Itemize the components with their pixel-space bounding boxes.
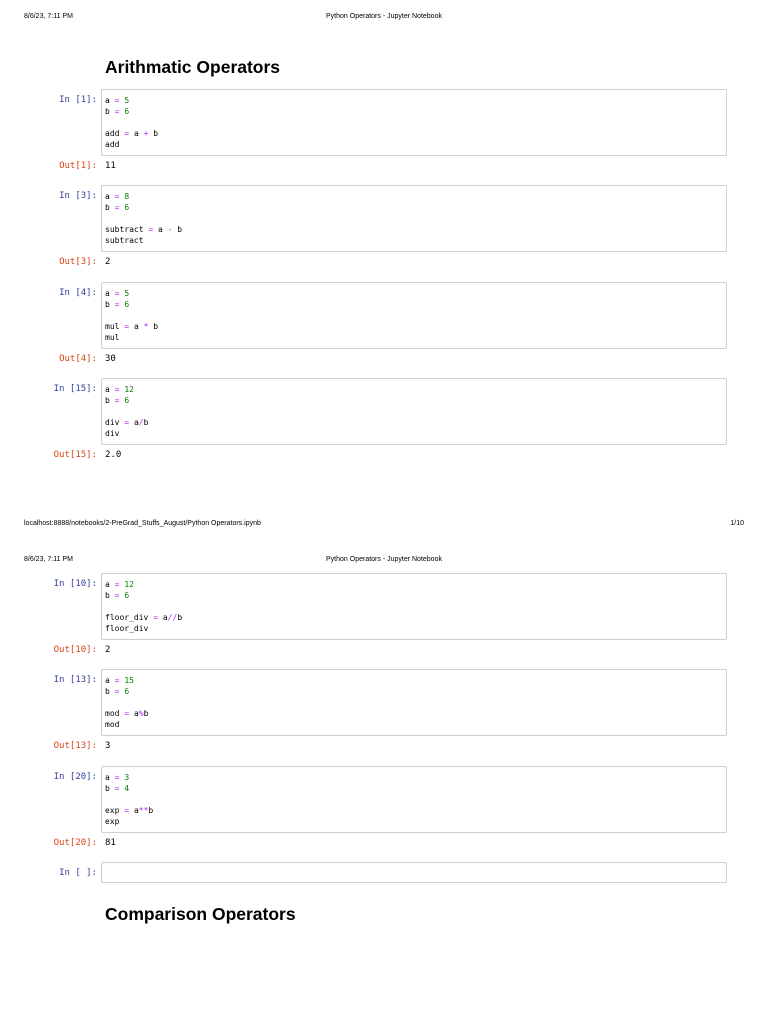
cell-output: 81 — [105, 838, 116, 848]
operator: * — [143, 322, 149, 331]
result-var: subtract — [105, 225, 144, 234]
cell-output: 2 — [105, 645, 111, 655]
a-value: 15 — [124, 676, 134, 685]
var-b: b — [105, 687, 110, 696]
operand-left: a — [158, 225, 168, 234]
result-var-echo: add — [105, 140, 120, 149]
code-line-expression — [105, 612, 723, 623]
code-line-a — [105, 772, 723, 783]
code-line-result — [105, 428, 723, 439]
code-line-blank — [105, 697, 723, 708]
code-input-area[interactable] — [101, 766, 727, 833]
input-prompt: In [1]: — [59, 95, 97, 105]
assign-op: = — [114, 676, 120, 685]
var-b: b — [105, 396, 110, 405]
output-prompt: Out[3]: — [59, 257, 97, 267]
input-prompt: In [15]: — [53, 384, 97, 394]
result-var: exp — [105, 806, 120, 815]
output-prompt: Out[15]: — [53, 450, 97, 460]
var-a: a — [105, 96, 110, 105]
var-a: a — [105, 676, 110, 685]
result-var-echo: mul — [105, 333, 120, 342]
a-value: 12 — [124, 580, 134, 589]
cell-output: 30 — [105, 354, 116, 364]
assign-op: = — [114, 107, 120, 116]
code-line-expression — [105, 805, 723, 816]
assign-op: = — [124, 806, 130, 815]
operand-left: a — [162, 613, 168, 622]
operand-right: b — [143, 709, 149, 718]
code-line-result — [105, 332, 723, 343]
result-var-echo: exp — [105, 817, 120, 826]
b-value: 6 — [124, 687, 130, 696]
cell-output: 2.0 — [105, 450, 122, 460]
operator: ** — [138, 806, 149, 815]
result-var-echo: mod — [105, 720, 120, 729]
output-prompt: Out[20]: — [53, 838, 97, 848]
code-line-b — [105, 783, 723, 794]
assign-op: = — [114, 687, 120, 696]
code-line-expression — [105, 708, 723, 719]
b-value: 6 — [124, 591, 130, 600]
code-input-area[interactable] — [101, 669, 727, 736]
code-line-b — [105, 299, 723, 310]
result-var: div — [105, 418, 120, 427]
assign-op: = — [114, 580, 120, 589]
assign-op: = — [114, 784, 120, 793]
code-line-b — [105, 686, 723, 697]
assign-op: = — [153, 613, 159, 622]
operand-left: a — [133, 806, 139, 815]
a-value: 8 — [124, 192, 130, 201]
input-prompt: In [4]: — [59, 288, 97, 298]
code-input-area[interactable] — [101, 89, 727, 156]
b-value: 6 — [124, 107, 130, 116]
print-page-number: 1/10 — [730, 520, 744, 527]
operand-left: a — [133, 709, 139, 718]
operand-right: b — [148, 129, 159, 138]
code-line-b — [105, 395, 723, 406]
cell-output: 2 — [105, 257, 111, 267]
assign-op: = — [114, 203, 120, 212]
code-line-blank — [105, 406, 723, 417]
b-value: 6 — [124, 300, 130, 309]
output-prompt: Out[4]: — [59, 354, 97, 364]
a-value: 12 — [124, 385, 134, 394]
code-line-b — [105, 106, 723, 117]
b-value: 6 — [124, 203, 130, 212]
code-line-a — [105, 288, 723, 299]
print-datetime: 8/6/23, 7:11 PM — [24, 556, 73, 563]
operator: / — [138, 418, 144, 427]
var-a: a — [105, 385, 110, 394]
assign-op: = — [148, 225, 154, 234]
assign-op: = — [114, 192, 120, 201]
a-value: 5 — [124, 289, 130, 298]
var-a: a — [105, 289, 110, 298]
assign-op: = — [114, 96, 120, 105]
assign-op: = — [114, 396, 120, 405]
operand-right: b — [143, 418, 149, 427]
cell-output: 3 — [105, 741, 111, 751]
code-line-result — [105, 235, 723, 246]
operator: // — [167, 613, 178, 622]
code-line-a — [105, 675, 723, 686]
code-line-result — [105, 623, 723, 634]
var-a: a — [105, 580, 110, 589]
output-prompt: Out[10]: — [53, 645, 97, 655]
code-line-a — [105, 191, 723, 202]
b-value: 6 — [124, 396, 130, 405]
result-var: floor_div — [105, 613, 149, 622]
code-line-b — [105, 590, 723, 601]
code-line-b — [105, 202, 723, 213]
code-line-expression — [105, 321, 723, 332]
result-var: mul — [105, 322, 120, 331]
code-line-result — [105, 719, 723, 730]
result-var: add — [105, 129, 120, 138]
var-b: b — [105, 784, 110, 793]
result-var-echo: floor_div — [105, 624, 149, 633]
var-b: b — [105, 203, 110, 212]
assign-op: = — [114, 591, 120, 600]
output-prompt: Out[13]: — [53, 741, 97, 751]
operand-right: b — [177, 613, 183, 622]
operator: + — [143, 129, 149, 138]
operand-right: b — [172, 225, 183, 234]
output-prompt: Out[1]: — [59, 161, 97, 171]
assign-op: = — [114, 773, 120, 782]
input-prompt: In [10]: — [53, 579, 97, 589]
var-b: b — [105, 300, 110, 309]
print-datetime: 8/6/23, 7:11 PM — [24, 13, 73, 20]
code-line-a — [105, 95, 723, 106]
operand-right: b — [148, 806, 154, 815]
code-line-blank — [105, 310, 723, 321]
b-value: 4 — [124, 784, 130, 793]
code-input-area[interactable] — [101, 282, 727, 349]
assign-op: = — [124, 418, 130, 427]
operand-left: a — [133, 322, 144, 331]
result-var-echo: subtract — [105, 236, 144, 245]
print-header-page-1 — [24, 13, 744, 25]
code-line-expression — [105, 224, 723, 235]
assign-op: = — [124, 709, 130, 718]
result-var: mod — [105, 709, 120, 718]
assign-op: = — [124, 322, 130, 331]
var-a: a — [105, 773, 110, 782]
code-line-result — [105, 816, 723, 827]
input-prompt: In [13]: — [53, 675, 97, 685]
print-footer-page-1 — [24, 520, 744, 532]
var-a: a — [105, 192, 110, 201]
print-url: localhost:8888/notebooks/2-PreGrad_Stuffs_August/Python Operators.ipynb — [24, 520, 261, 527]
code-line-a — [105, 384, 723, 395]
operator: - — [167, 225, 173, 234]
code-line-result — [105, 139, 723, 150]
var-b: b — [105, 591, 110, 600]
code-input-area[interactable] — [101, 573, 727, 640]
section-heading-comparison: Comparison Operators — [105, 904, 296, 924]
code-input-area[interactable] — [101, 862, 727, 883]
code-line-blank — [105, 794, 723, 805]
section-heading-arithmetic: Arithmatic Operators — [105, 57, 281, 77]
code-input-area[interactable] — [101, 378, 727, 445]
cell-output: 11 — [105, 161, 116, 171]
print-page-title: Python Operators - Jupyter Notebook — [326, 13, 442, 20]
code-line-expression — [105, 417, 723, 428]
assign-op: = — [114, 385, 120, 394]
operand-left: a — [133, 418, 139, 427]
code-line-expression — [105, 128, 723, 139]
operand-right: b — [148, 322, 159, 331]
code-input-area[interactable] — [101, 185, 727, 252]
a-value: 5 — [124, 96, 130, 105]
result-var-echo: div — [105, 429, 120, 438]
print-page-title: Python Operators - Jupyter Notebook — [326, 556, 442, 563]
code-line-blank — [105, 117, 723, 128]
assign-op: = — [114, 300, 120, 309]
input-prompt: In [ ]: — [59, 868, 97, 878]
code-line-blank — [105, 213, 723, 224]
var-b: b — [105, 107, 110, 116]
print-header-page-2 — [24, 556, 744, 568]
operator: % — [138, 709, 144, 718]
input-prompt: In [3]: — [59, 191, 97, 201]
code-line-a — [105, 579, 723, 590]
assign-op: = — [124, 129, 130, 138]
a-value: 3 — [124, 773, 130, 782]
input-prompt: In [20]: — [53, 772, 97, 782]
operand-left: a — [133, 129, 144, 138]
assign-op: = — [114, 289, 120, 298]
code-line-blank — [105, 601, 723, 612]
